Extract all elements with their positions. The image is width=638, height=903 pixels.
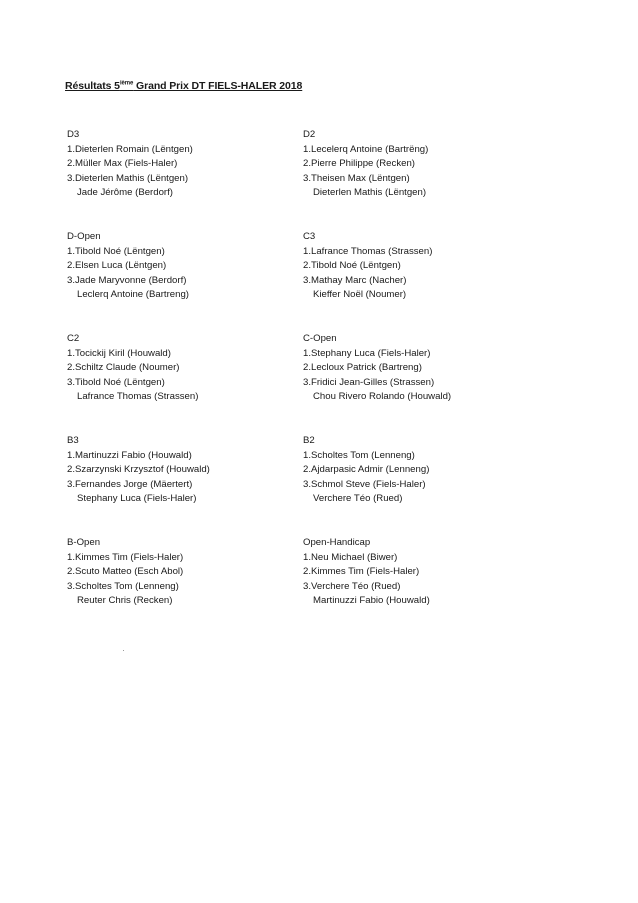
- result-entry: 2.Pierre Philippe (Recken): [303, 158, 415, 170]
- result-entry: 1.Tibold Noé (Lëntgen): [67, 245, 165, 257]
- result-entry: 1.Tocickij Kiril (Houwald): [67, 347, 171, 359]
- result-entry: 2.Elsen Luca (Lëntgen): [67, 260, 167, 272]
- category-title: D-Open: [67, 231, 101, 242]
- category-title: Open-Handicap: [303, 537, 371, 548]
- title-prefix: Résultats 5: [65, 80, 120, 92]
- result-entry: 2.Scuto Matteo (Esch Abol): [67, 566, 184, 578]
- results-row: [67, 332, 547, 434]
- result-entry: 1.Dieterlen Romain (Lëntgen): [67, 143, 193, 155]
- scan-speck: [123, 650, 124, 651]
- result-entry-extra: Reuter Chris (Recken): [77, 595, 173, 607]
- category-b3: [67, 434, 303, 536]
- category-title: D2: [303, 129, 316, 140]
- category-d2: [303, 128, 547, 230]
- result-entry: 1.Neu Michael (Biwer): [303, 551, 398, 563]
- result-entry-extra: Chou Rivero Rolando (Houwald): [313, 391, 452, 403]
- result-entry-extra: Kieffer Noël (Noumer): [313, 289, 407, 301]
- result-entry: 3.Fridici Jean-Gilles (Strassen): [303, 376, 435, 388]
- title-suffix: Grand Prix DT FIELS-HALER 2018: [133, 80, 303, 92]
- category-b-open: [67, 536, 303, 638]
- result-entry-extra: Stephany Luca (Fiels-Haler): [77, 493, 197, 505]
- result-entry: 3.Fernandes Jorge (Mäertert): [67, 478, 193, 490]
- result-entry-extra: Lafrance Thomas (Strassen): [77, 391, 199, 403]
- result-entry-extra: Leclerq Antoine (Bartreng): [77, 289, 189, 301]
- category-d3: [67, 128, 303, 230]
- category-open-handicap: [303, 536, 547, 638]
- result-entry: 2.Tibold Noé (Lëntgen): [303, 260, 401, 272]
- result-entry-extra: Jade Jérôme (Berdorf): [77, 187, 173, 199]
- result-entry: 2.Kimmes Tim (Fiels-Haler): [303, 566, 420, 578]
- category-title: C2: [67, 333, 80, 344]
- result-entry-extra: Verchere Téo (Rued): [313, 493, 403, 505]
- result-entry: 3.Theisen Max (Lëntgen): [303, 172, 410, 184]
- document-title: [65, 80, 302, 92]
- result-entry: 1.Scholtes Tom (Lenneng): [303, 449, 415, 461]
- result-entry: 3.Jade Maryvonne (Berdorf): [67, 274, 187, 286]
- category-title: D3: [67, 129, 80, 140]
- result-entry: 3.Tibold Noé (Lëntgen): [67, 376, 165, 388]
- result-entry-extra: Dieterlen Mathis (Lëntgen): [313, 187, 427, 199]
- results-row: [67, 128, 547, 230]
- category-d-open: [67, 230, 303, 332]
- title-superscript: ième: [119, 80, 134, 87]
- result-entry-extra: Martinuzzi Fabio (Houwald): [313, 595, 430, 607]
- result-entry: 1.Lecelerq Antoine (Bartrëng): [303, 143, 429, 155]
- results-row: [67, 230, 547, 332]
- result-entry: 2.Lecloux Patrick (Bartreng): [303, 362, 422, 374]
- result-entry: 2.Müller Max (Fiels-Haler): [67, 158, 178, 170]
- category-c2: [67, 332, 303, 434]
- category-c-open: [303, 332, 547, 434]
- category-title: C-Open: [303, 333, 337, 344]
- category-title: B-Open: [67, 537, 101, 548]
- result-entry: 3.Verchere Téo (Rued): [303, 580, 401, 592]
- result-entry: 1.Lafrance Thomas (Strassen): [303, 245, 433, 257]
- result-entry: 3.Scholtes Tom (Lenneng): [67, 580, 179, 592]
- result-entry: 1.Kimmes Tim (Fiels-Haler): [67, 551, 184, 563]
- result-entry: 3.Mathay Marc (Nacher): [303, 274, 407, 286]
- result-entry: 1.Martinuzzi Fabio (Houwald): [67, 449, 192, 461]
- results-row: [67, 536, 547, 638]
- result-entry: 1.Stephany Luca (Fiels-Haler): [303, 347, 431, 359]
- result-entry: 2.Szarzynski Krzysztof (Houwald): [67, 464, 210, 476]
- result-entry: 3.Dieterlen Mathis (Lëntgen): [67, 172, 189, 184]
- category-title: B2: [303, 435, 315, 446]
- category-title: B3: [67, 435, 79, 446]
- category-title: C3: [303, 231, 316, 242]
- result-entry: 2.Schiltz Claude (Noumer): [67, 362, 180, 374]
- category-c3: [303, 230, 547, 332]
- results-grid: [67, 128, 547, 638]
- result-entry: 3.Schmol Steve (Fiels-Haler): [303, 478, 426, 490]
- results-row: [67, 434, 547, 536]
- category-b2: [303, 434, 547, 536]
- result-entry: 2.Ajdarpasic Admir (Lenneng): [303, 464, 430, 476]
